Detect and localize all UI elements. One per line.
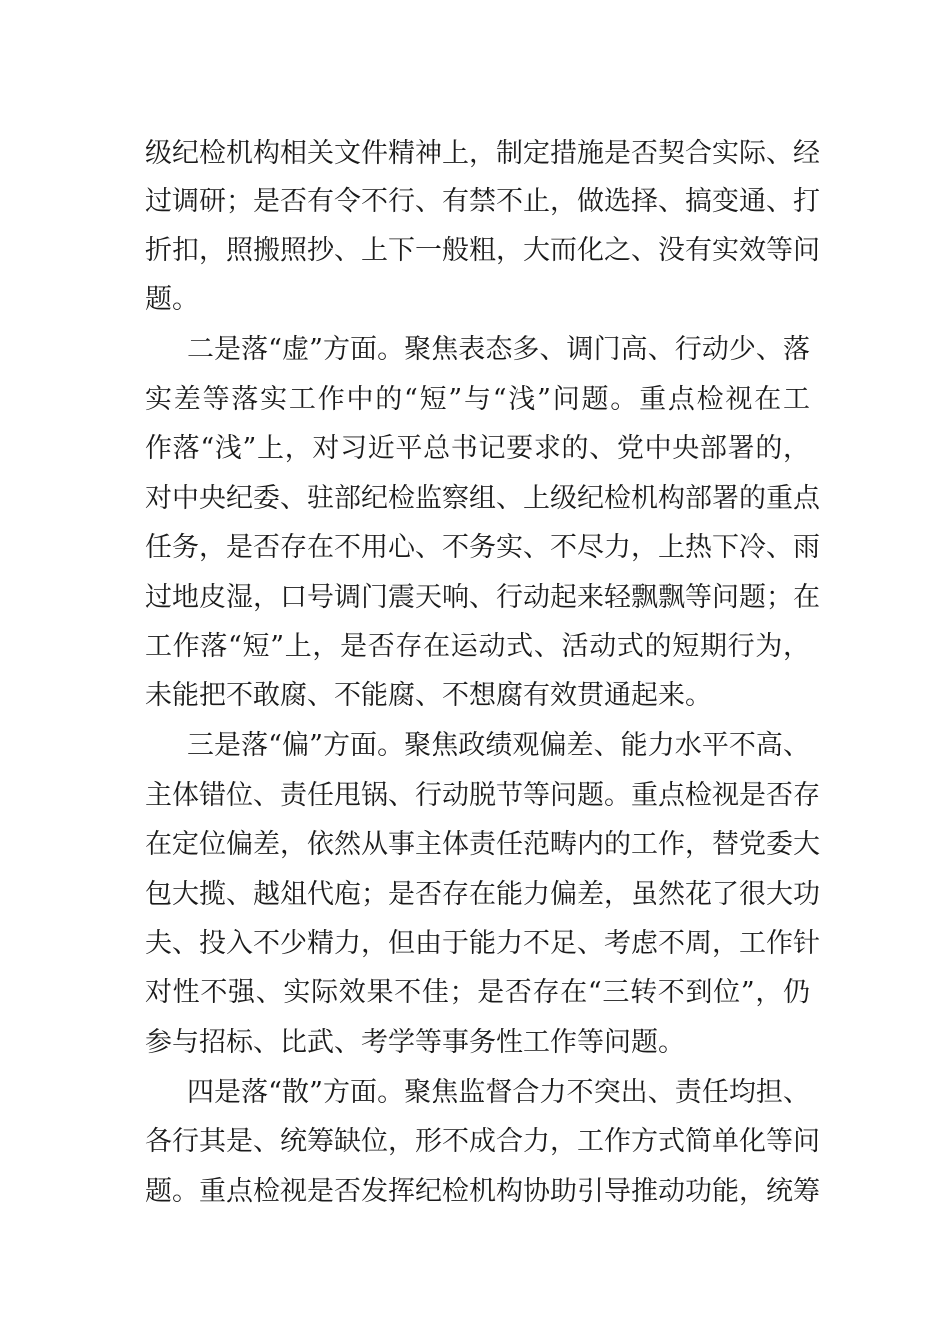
text-line: 题。重点检视是否发挥纪检机构协助引导推动功能，统筹 — [145, 1176, 820, 1207]
text-line: 过调研；是否有令不行、有禁不止，做选择、搞变通、打 — [145, 186, 820, 217]
text-line: 参与招标、比武、考学等事务性工作等问题。 — [145, 1027, 685, 1058]
text-line: 对性不强、实际效果不佳；是否存在“三转不到位”，仍 — [145, 977, 810, 1008]
paragraph-start-line: 四是落“散”方面。聚焦监督合力不突出、责任均担、 — [187, 1077, 810, 1108]
text-line: 过地皮湿，口号调门震天响、行动起来轻飘飘等问题；在 — [145, 582, 820, 613]
text-line: 作落“浅”上，对习近平总书记要求的、党中央部署的， — [145, 433, 810, 464]
text-line: 题。 — [145, 284, 199, 315]
text-line: 主体错位、责任甩锅、行动脱节等问题。重点检视是否存 — [145, 780, 820, 811]
text-line: 在定位偏差，依然从事主体责任范畴内的工作，替党委大 — [145, 829, 820, 860]
text-line: 任务，是否存在不用心、不务实、不尽力，上热下冷、雨 — [145, 532, 820, 563]
text-line: 工作落“短”上，是否存在运动式、活动式的短期行为， — [145, 631, 810, 662]
text-line: 包大揽、越俎代庖；是否存在能力偏差，虽然花了很大功 — [145, 879, 820, 910]
text-line: 夫、投入不少精力，但由于能力不足、考虑不周，工作针 — [145, 928, 820, 959]
text-line: 各行其是、统筹缺位，形不成合力，工作方式简单化等问 — [145, 1126, 820, 1157]
paragraph-start-line: 三是落“偏”方面。聚焦政绩观偏差、能力水平不高、 — [187, 730, 810, 761]
text-line: 实差等落实工作中的“短”与“浅”问题。重点检视在工 — [145, 384, 810, 415]
text-line: 级纪检机构相关文件精神上，制定措施是否契合实际、经 — [145, 138, 820, 169]
text-line: 对中央纪委、驻部纪检监察组、上级纪检机构部署的重点 — [145, 483, 820, 514]
text-line: 折扣，照搬照抄、上下一般粗，大而化之、没有实效等问 — [145, 235, 820, 266]
paragraph-start-line: 二是落“虚”方面。聚焦表态多、调门高、行动少、落 — [187, 334, 810, 365]
text-line: 未能把不敢腐、不能腐、不想腐有效贯通起来。 — [145, 680, 712, 711]
